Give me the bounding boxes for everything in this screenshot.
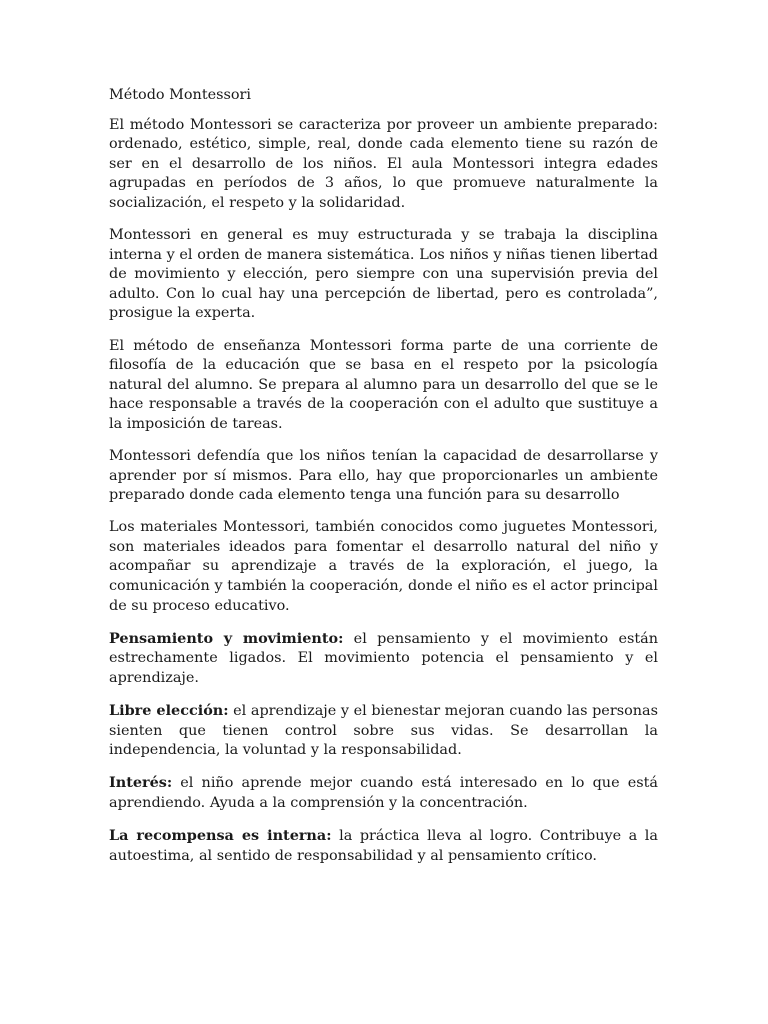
paragraph: Los materiales Montessori, también conocidos como juguetes Montessori, son materiales ideados para fomentar el desarrollo natural del niño y acompañar su aprendizaje a través de la exploración, el juego, la comunicación y también la cooperación, donde el niño es el actor principal de su proceso educativo.: [109, 519, 658, 614]
principle-term: Interés:: [109, 774, 173, 792]
principle-term: La recompensa es interna:: [109, 827, 332, 844]
paragraph: Montessori en general es muy estructurada y se trabaja la disciplina interna y el orden de manera sistemática. Los niños y niñas tienen libertad de movimiento y elección, pero siempre con una supervisión previa del adulto. Con lo cual hay una percepción de libertad, pero es controlada”, prosigue la experta.: [109, 227, 658, 322]
paragraph: El método Montessori se caracteriza por proveer un ambiente preparado: ordenado, estético, simple, real, donde cada elemento tiene su razón de ser en el desarrollo de los niños. El aula Montessori integra edades agrupadas en períodos de 3 años, lo que promueve naturalmente la socialización, el respeto y la solidaridad.: [109, 116, 658, 211]
principle-item: [109, 701, 658, 761]
document-title: Método Montessori: [109, 87, 252, 103]
principle-item: [109, 773, 658, 813]
principle-text: el aprendizaje y el bienestar mejoran cuando las personas sienten que tienen control sobre sus vidas. Se desarrollan la independencia, la voluntad y la responsabilidad.: [109, 703, 658, 759]
principle-term: Libre elección:: [109, 702, 229, 720]
paragraph: Montessori defendía que los niños tenían la capacidad de desarrollarse y aprender por sí mismos. Para ello, hay que proporcionarles un ambiente preparado donde cada elemento tenga una función para su desarrollo: [109, 448, 658, 504]
document-page: [109, 86, 658, 879]
principle-item: [109, 826, 658, 866]
principle-term: Pensamiento y movimiento:: [109, 629, 344, 647]
principle-item: [109, 629, 658, 689]
principle-text: la práctica lleva al logro. Contribuye a la autoestima, al sentido de responsabilidad y al pensamiento crítico.: [109, 828, 658, 864]
principle-text: el niño aprende mejor cuando está interesado en lo que está aprendiendo. Ayuda a la comprensión y la concentración.: [109, 775, 658, 811]
paragraph: El método de enseñanza Montessori forma parte de una corriente de filosofía de la educación que se basa en el respeto por la psicología natural del alumno. Se prepara al alumno para un desarrollo del que se le hace responsable a través de la cooperación con el adulto que sustituye a la imposición de tareas.: [109, 337, 658, 432]
principle-text: el pensamiento y el movimiento están estrechamente ligados. El movimiento potencia el pensamiento y el aprendizaje.: [109, 630, 658, 686]
